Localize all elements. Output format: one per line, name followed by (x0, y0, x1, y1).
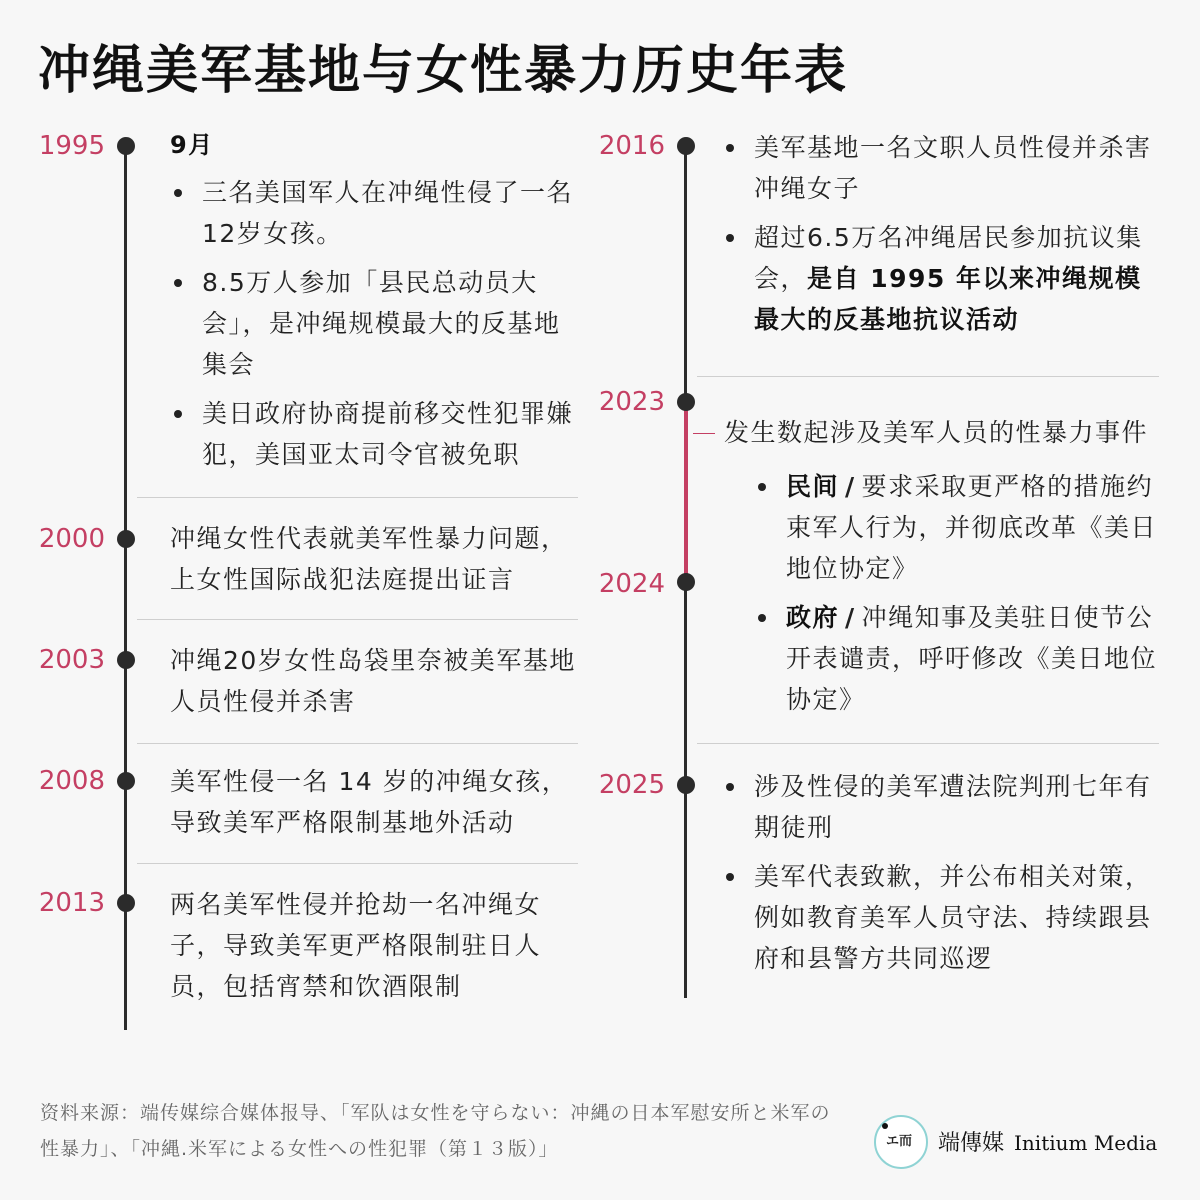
period-tick (693, 433, 715, 434)
timeline-dot (677, 137, 695, 155)
separator-slash: / (845, 472, 856, 501)
entry-2000: 冲绳女性代表就美军性暴力问题，上女性国际战犯法庭提出证言 (170, 524, 568, 594)
entry-2023 (754, 466, 1164, 728)
timeline-dot (117, 651, 135, 669)
timeline-dot (677, 776, 695, 794)
divider (137, 497, 578, 498)
list-item (722, 217, 1164, 340)
brand-name-cn: 端傳媒 (938, 1131, 1005, 1156)
timeline-dot (117, 772, 135, 790)
entry-2013: 两名美军性侵并抢劫一名冲绳女子，导致美军更严格限制驻日人员，包括宵禁和饮酒限制 (170, 890, 542, 1001)
period-bar (684, 402, 688, 582)
civil-label: 民间 (786, 472, 840, 501)
year-2024: 2024 (598, 569, 665, 599)
list-item (754, 597, 1164, 720)
page-title: 冲绳美军基地与女性暴力历史年表 (38, 41, 849, 101)
entry-2008: 美军性侵一名 14 岁的冲绳女孩，导致美军严格限制基地外活动 (170, 767, 569, 837)
civil-text: 要求采取更严格的措施约束军人行为，并彻底改革《美日地位协定》 (786, 472, 1158, 583)
timeline-dot (117, 137, 135, 155)
list-item: 美日政府协商提前移交性犯罪嫌犯，美国亚太司令官被免职 (170, 393, 580, 475)
year-2023: 2023 (598, 387, 665, 417)
source-note: 资料来源：端传媒综合媒体报导、「军队は女性を守らない：冲縄の日本军慰安所と米军の性暴力」、「冲縄.米军による女性への性犯罪（第１３版）」 (40, 1102, 831, 1160)
logo-dot-icon (882, 1123, 888, 1129)
list-item: 美军代表致歉，并公布相关对策，例如教育美军人员守法、持续跟县府和县警方共同巡逻 (722, 856, 1164, 979)
divider (137, 743, 578, 744)
entry-1995 (170, 130, 580, 483)
timeline-dot (677, 393, 695, 411)
timeline-dot (677, 573, 695, 591)
entry-text: 超过6.5万名冲绳居民参加抗议集会， (754, 223, 1143, 293)
year-2003: 2003 (38, 645, 105, 675)
list-item: 三名美国军人在冲绳性侵了一名12岁女孩。 (170, 172, 580, 254)
entry-2003: 冲绳20岁女性岛袋里奈被美军基地人员性侵并杀害 (170, 646, 576, 716)
gov-text: 冲绳知事及美驻日使节公开表谴责，呼吁修改《美日地位协定》 (786, 603, 1158, 714)
year-2025: 2025 (598, 770, 665, 800)
entry-2023-headline: 发生数起涉及美军人员的性暴力事件 (724, 418, 1149, 447)
list-item (754, 466, 1164, 589)
entry-highlight: 是自 1995 年以来冲绳规模最大的反基地抗议活动 (754, 264, 1142, 334)
divider (697, 376, 1159, 377)
separator-slash: / (845, 603, 856, 632)
list-item: 涉及性侵的美军遭法院判刑七年有期徒刑 (722, 766, 1164, 848)
year-2000: 2000 (38, 524, 105, 554)
divider (697, 743, 1159, 744)
logo-mark: エ而 (886, 1134, 913, 1149)
timeline-dot (117, 530, 135, 548)
brand-name (938, 1126, 1157, 1157)
divider (137, 619, 578, 620)
brand-name-en: Initium Media (1014, 1131, 1158, 1155)
year-2013: 2013 (38, 888, 105, 918)
timeline-dot (117, 894, 135, 912)
list-item: 8.5万人参加「县民总动员大会」，是冲绳规模最大的反基地集会 (170, 262, 580, 385)
year-2016: 2016 (598, 131, 665, 161)
divider (137, 863, 578, 864)
entry-2016 (722, 127, 1164, 348)
list-item: 美军基地一名文职人员性侵并杀害冲绳女子 (722, 127, 1164, 209)
entry-2025 (722, 766, 1164, 987)
year-2008: 2008 (38, 766, 105, 796)
gov-label: 政府 (786, 603, 840, 632)
initium-logo (874, 1115, 928, 1169)
year-1995: 1995 (38, 131, 105, 161)
entry-month: 9月 (170, 131, 214, 159)
